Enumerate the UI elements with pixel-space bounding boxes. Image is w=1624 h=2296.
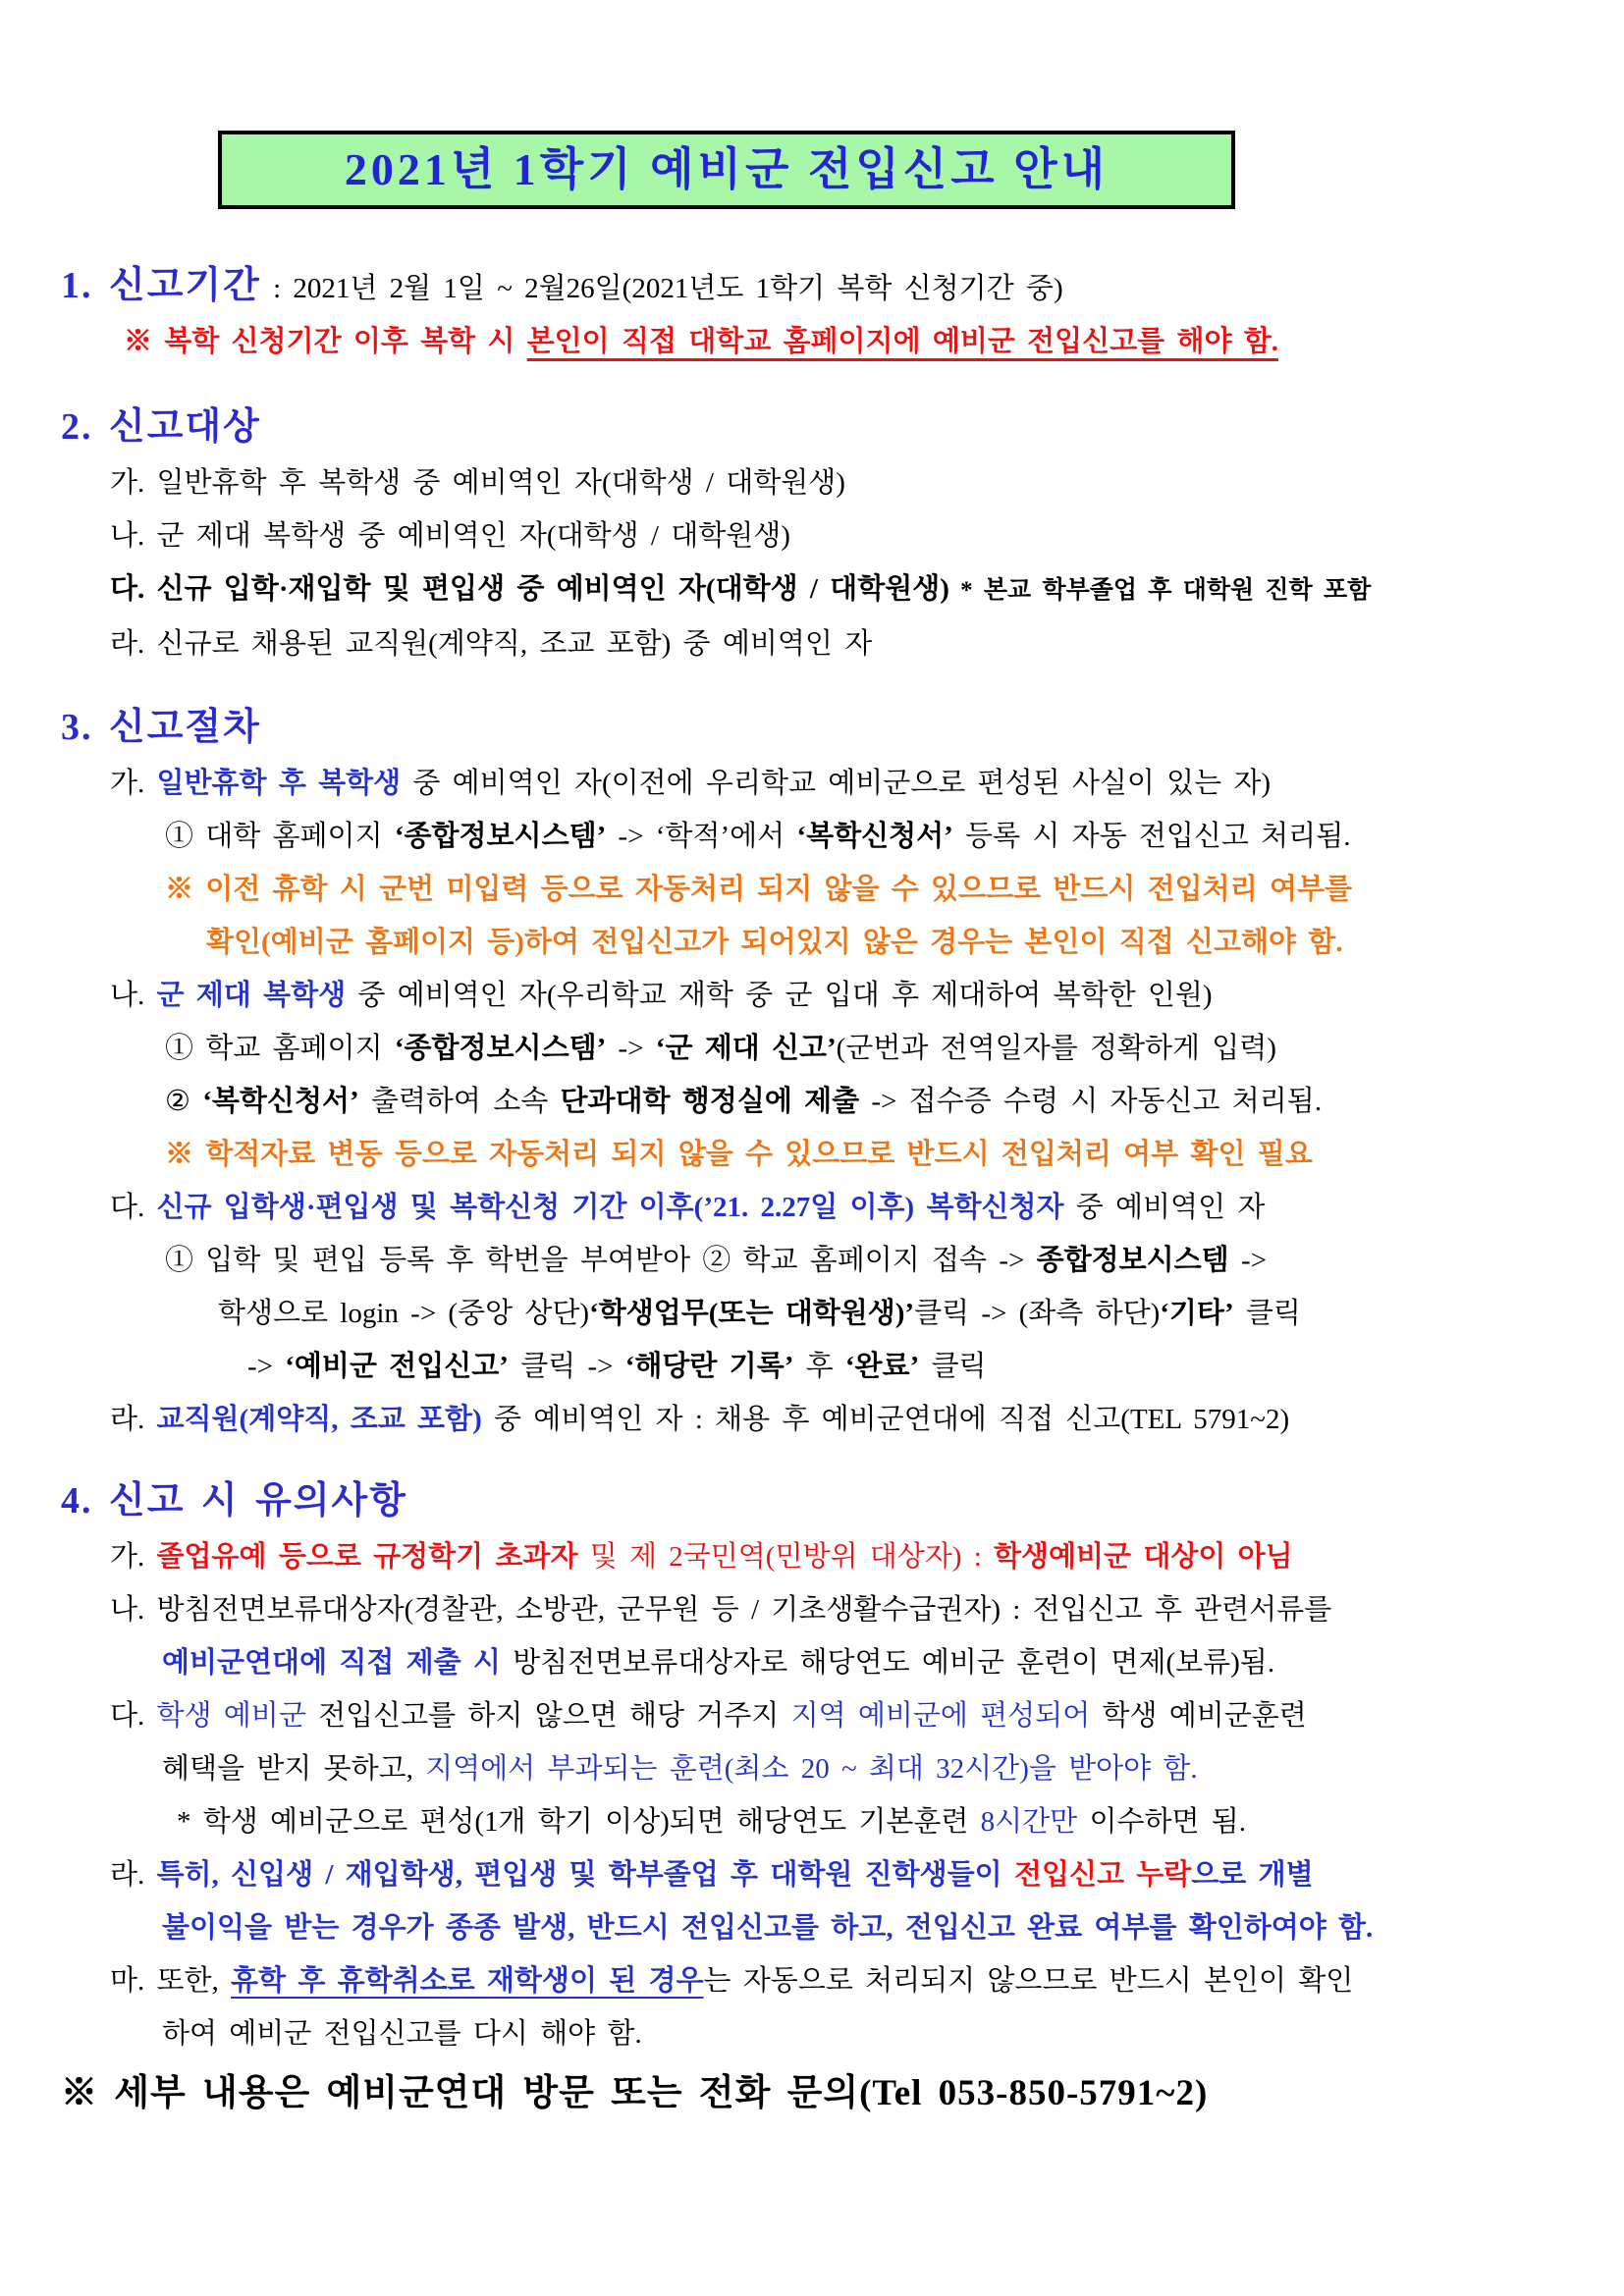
section-4-heading: 4. 신고 시 유의사항: [61, 1480, 407, 1522]
red-note-underlined: 본인이 직접 대학교 홈페이지에 예비군 전입신고를 해야 함.: [526, 326, 1278, 357]
s3-na-label: 나.: [110, 980, 157, 1011]
footer-contact: [61, 2066, 1589, 2121]
s4-item-ga: [61, 1530, 1589, 1583]
s3-ga-1b: ‘종합정보시스템’: [394, 821, 607, 852]
s2-na-text: 나. 군 제대 복학생 중 예비역인 자(대학생 / 대학원생): [110, 520, 790, 552]
s3-da-rest: 중 예비역인 자: [1063, 1192, 1266, 1223]
s4-da-blue1: 학생 예비군: [156, 1700, 306, 1732]
s2-ra-text: 라. 신규로 채용된 교직원(계약직, 조교 포함) 중 예비역인 자: [110, 628, 873, 660]
s3-ra-rest: 중 예비역인 자 : 채용 후 예비군연대에 직접 신고(TEL 5791~2): [481, 1404, 1290, 1435]
s4-item-ra-line1: [61, 1848, 1589, 1901]
s3-da-step1-cont: [61, 1287, 1589, 1340]
s3-item-ga: [61, 757, 1589, 810]
s4-item-ra-line2: [61, 1901, 1589, 1954]
s2-item-ra: [61, 617, 1589, 670]
s4-item-da-line3: [61, 1795, 1589, 1848]
s2-da-note: * 본교 학부졸업 후 대학원 진학 포함: [948, 577, 1372, 604]
footer-contact-text: ※ 세부 내용은 예비군연대 방문 또는 전화 문의(Tel 053-850-5791~2): [61, 2073, 1209, 2113]
s4-item-na-line1: [61, 1583, 1589, 1636]
s4-da-label: 다.: [110, 1700, 157, 1732]
s4-ra-blue2: 으로 개별: [1191, 1859, 1314, 1891]
s3-na-1c: ->: [606, 1033, 656, 1064]
s3-da-3d: ‘해당란 기록’: [624, 1351, 794, 1382]
red-note-lead: ※ 복학 신청기간 이후 복학 시: [124, 326, 527, 357]
s4-ga-label: 가.: [110, 1541, 157, 1573]
section-1-red-note: [61, 315, 1589, 368]
s3-na-1d: ‘군 제대 신고’: [655, 1033, 837, 1064]
report-period: : 2021년 2월 1일 ~ 2월26일(2021년도 1학기 복학 신청기간 중): [260, 273, 1063, 304]
s3-ga-warning-1: [61, 863, 1589, 916]
s3-ga-label: 가.: [110, 768, 157, 799]
s3-da-2a: 학생으로 login -> (중앙 상단): [218, 1298, 590, 1329]
s4-da-l3-blue: 8시간만: [980, 1806, 1078, 1838]
section-3-heading: 3. 신고절차: [61, 707, 261, 748]
s3-na-2e: -> 접수증 수령 시 자동신고 처리됨.: [859, 1086, 1323, 1117]
s4-ga-red-mid: 및 제 2국민역(민방위 대상자) :: [577, 1541, 994, 1573]
s4-ma-rest: 는 자동으로 처리되지 않으므로 반드시 본인이 확인: [703, 1965, 1354, 1997]
s3-da-1b: 종합정보시스템: [1036, 1245, 1229, 1276]
s4-ra-blue1: 특히, 신입생 / 재입학생, 편입생 및 학부졸업 후 대학원 진학생들이: [156, 1859, 1014, 1891]
s2-item-na: [61, 509, 1589, 562]
s3-da-1c: ->: [1228, 1245, 1267, 1276]
s4-da-l3a: * 학생 예비군으로 편성(1개 학기 이상)되면 해당연도 기본훈련: [177, 1806, 981, 1838]
s4-item-da-line2: [61, 1742, 1589, 1795]
s3-ga-blue: 일반휴학 후 복학생: [156, 768, 402, 799]
section-1-heading-row: [61, 258, 1589, 315]
s3-item-da: [61, 1181, 1589, 1234]
s3-da-3f: ‘완료’: [844, 1351, 920, 1382]
s4-ma-label: 마. 또한,: [110, 1965, 232, 1997]
s3-da-3e: 후: [793, 1351, 845, 1382]
s4-ma-blue-underlined: 휴학 후 휴학취소로 재학생이 된 경우: [231, 1965, 704, 1997]
s3-na-2b: ‘복학신청서’: [202, 1086, 359, 1117]
s4-da-l2-black: 혜택을 받지 못하고,: [162, 1753, 426, 1785]
page-title: 2021년 1학기 예비군 전입신고 안내: [344, 144, 1110, 194]
s3-ra-label: 라.: [110, 1404, 157, 1435]
section-3-heading-row: [61, 700, 1589, 757]
s3-na-2a: ②: [165, 1086, 203, 1117]
s4-ra-label: 라.: [110, 1859, 157, 1891]
s3-ga-1d: ‘복학신청서’: [796, 821, 953, 852]
s4-item-na-line2: [61, 1636, 1589, 1689]
s3-ga-1a: ① 대학 홈페이지: [165, 821, 395, 852]
section-4-heading-row: [61, 1473, 1589, 1530]
s3-da-label: 다.: [110, 1192, 157, 1223]
s3-na-rest: 중 예비역인 자(우리학교 재학 중 군 입대 후 제대하여 복학한 인원): [346, 980, 1213, 1011]
s2-item-da: [61, 562, 1589, 617]
s3-na-blue: 군 제대 복학생: [156, 980, 347, 1011]
s3-na-2c: 출력하여 소속: [358, 1086, 561, 1117]
s4-ga-red-bold2: 학생예비군 대상이 아님: [994, 1541, 1293, 1573]
s3-da-2e: 클릭: [1233, 1298, 1301, 1329]
s3-na-2d: 단과대학 행정실에 제출: [560, 1086, 860, 1117]
s4-da-l3b: 이수하면 됨.: [1077, 1806, 1247, 1838]
s3-ra-blue: 교직원(계약직, 조교 포함): [156, 1404, 482, 1435]
section-2-heading-row: [61, 400, 1589, 456]
s4-na-l1: 나. 방침전면보류대상자(경찰관, 소방관, 군무원 등 / 기초생활수급권자) : 전입신고 후 관련서류를: [110, 1594, 1332, 1626]
s3-ga-rest: 중 예비역인 자(이전에 우리학교 예비군으로 편성된 사실이 있는 자): [401, 768, 1272, 799]
s3-ga-step1: [61, 810, 1589, 863]
s3-da-3a: ->: [247, 1351, 286, 1382]
s4-item-ma-line2: [61, 2007, 1589, 2060]
s3-da-2c: 클릭 -> (좌측 하단): [914, 1298, 1161, 1329]
s4-da-blue2: 지역 예비군에 편성되어: [790, 1700, 1091, 1732]
s4-ga-red-bold1: 졸업유예 등으로 규정학기 초과자: [156, 1541, 578, 1573]
s4-ma-l2: 하여 예비군 전입신고를 다시 해야 함.: [162, 2018, 642, 2050]
s3-ga-note1: ※ 이전 휴학 시 군번 미입력 등으로 자동처리 되지 않을 수 있으므로 반드시 전입처리 여부를: [165, 874, 1353, 905]
s4-na-l2-blue: 예비군연대에 직접 제출 시: [162, 1647, 501, 1679]
s3-ga-warning-2: [61, 916, 1589, 969]
s3-ga-1e: 등록 시 자동 전입신고 처리됨.: [952, 821, 1351, 852]
s3-ga-note2: 확인(예비군 홈페이지 등)하여 전입신고가 되어있지 않은 경우는 본인이 직접 신고해야 함.: [206, 927, 1343, 958]
s4-item-ma-line1: [61, 1954, 1589, 2007]
s3-na-1e: (군번과 전역일자를 정확하게 입력): [836, 1033, 1276, 1064]
s3-da-3g: 클릭: [919, 1351, 987, 1382]
s2-da-main: 다. 신규 입학·재입학 및 편입생 중 예비역인 자(대학생 / 대학원생): [110, 573, 949, 605]
s3-ga-1c: -> ‘학적’에서: [606, 821, 797, 852]
s3-da-3c: 클릭 ->: [508, 1351, 625, 1382]
title-banner: [218, 131, 1235, 209]
s3-da-2b: ‘학생업무(또는 대학원생)’: [589, 1298, 915, 1329]
s4-da-black2: 학생 예비군훈련: [1090, 1700, 1307, 1732]
s3-item-na: [61, 969, 1589, 1022]
s3-da-step1: [61, 1234, 1589, 1287]
s3-item-ra: [61, 1393, 1589, 1446]
s3-na-1b: ‘종합정보시스템’: [394, 1033, 607, 1064]
s3-da-1a: ① 입학 및 편입 등록 후 학번을 부여받아 ② 학교 홈페이지 접속 ->: [165, 1245, 1037, 1276]
s3-na-1a: ① 학교 홈페이지: [165, 1033, 395, 1064]
s3-na-warning: [61, 1128, 1589, 1181]
section-1-heading: 1. 신고기간: [61, 265, 261, 306]
s4-na-l2-rest: 방침전면보류대상자로 해당연도 예비군 훈련이 면제(보류)됨.: [500, 1647, 1275, 1679]
s3-da-step1-cont2: [61, 1340, 1589, 1393]
s4-da-black1: 전입신고를 하지 않으면 해당 거주지: [305, 1700, 791, 1732]
s2-ga-text: 가. 일반휴학 후 복학생 중 예비역인 자(대학생 / 대학원생): [110, 467, 845, 499]
s3-na-step2: [61, 1075, 1589, 1128]
s3-da-2d: ‘기타’: [1160, 1298, 1234, 1329]
s3-na-step1: [61, 1022, 1589, 1075]
s3-da-blue: 신규 입학생·편입생 및 복학신청 기간 이후(’21. 2.27일 이후) 복학신청자: [156, 1192, 1064, 1223]
s4-ra-red: 전입신고 누락: [1013, 1859, 1192, 1891]
section-2-heading: 2. 신고대상: [61, 406, 261, 448]
s3-da-3b: ‘예비군 전입신고’: [285, 1351, 509, 1382]
s2-item-ga: [61, 456, 1589, 509]
s4-item-da-line1: [61, 1689, 1589, 1742]
s3-na-note: ※ 학적자료 변동 등으로 자동처리 되지 않을 수 있으므로 반드시 전입처리 여부 확인 필요: [165, 1139, 1313, 1170]
s4-da-l2-blue: 지역에서 부과되는 훈련(최소 20 ~ 최대 32시간)을 받아야 함.: [425, 1753, 1198, 1785]
s4-ra-l2: 불이익을 받는 경우가 종종 발생, 반드시 전입신고를 하고, 전입신고 완료 여부를 확인하여야 함.: [162, 1912, 1374, 1944]
